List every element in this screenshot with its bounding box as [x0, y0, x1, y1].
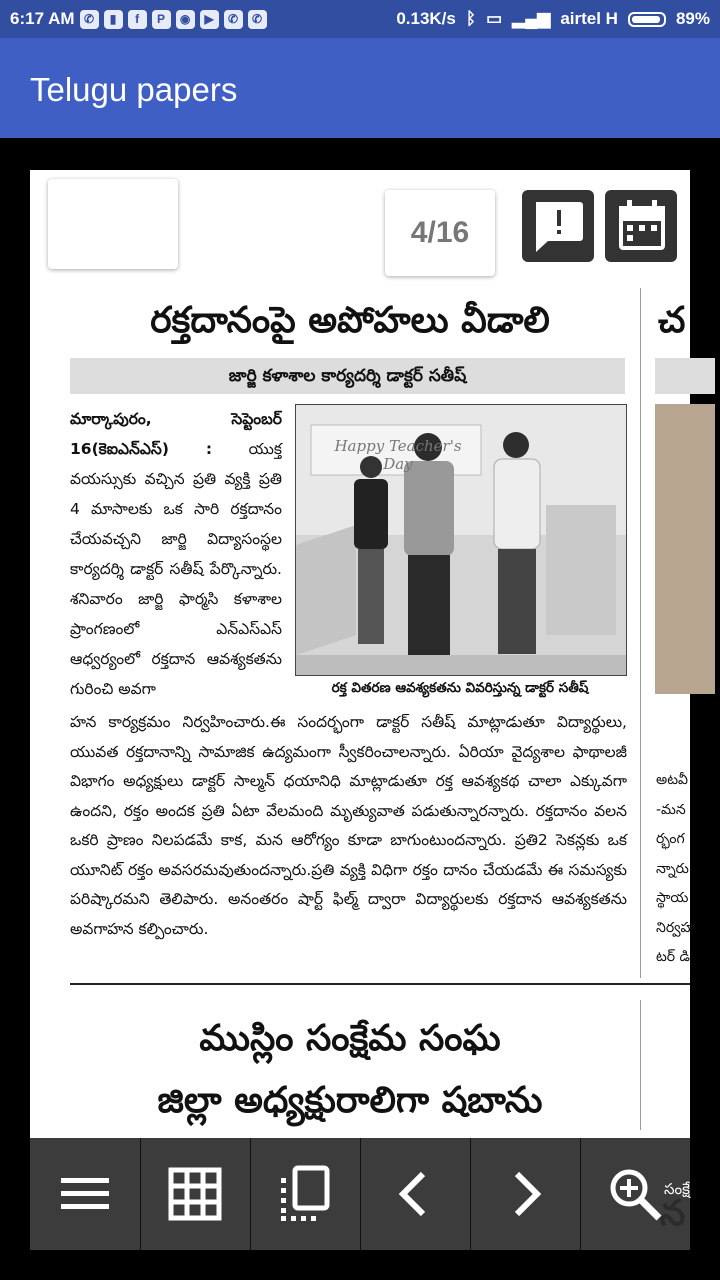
page-indicator[interactable]: 4/16	[385, 190, 495, 276]
app-bar	[0, 38, 720, 138]
adjacent-text-line: న్నారు	[656, 860, 689, 877]
column-divider-lower	[640, 1000, 641, 1130]
photo-caption: రక్త వితరణ ఆవశ్యకతను వివరిస్తున్న డాక్టర్ సతీష్	[331, 680, 589, 696]
article-body: హన కార్యక్రమం నిర్వహించారు.ఈ సందర్భంగా డాక్టర్ సతీష్ మాట్లాడుతూ విద్యార్థులు, యువత రక్తదానాన్ని సామాజిక ఉద్యమంగా స్వీకరించాలన్నారు. ఏరియా వైద్యశాల ఫాథాలజీ విభాగం అధ్యక్షులు డాక్టర్ సాల్మన్ ధయానిధి మాట్లాడుతూ రక్త ఆవశ్యకథ చాలా ఎక్కువగా ఉందని, రక్తం అందక ప్రతి ఏటా వేలమంది మృత్యువాత పడుతున్నారన్నారు. రక్తదానం వలన ఒకరి ప్రాణం నిలపడమే కాక, మన ఆరోగ్యం కూడా బాగుంటుందన్నారు. ప్రతి2 సెకన్లకు ఒక యూనిట్ రక్తం అవసరమవుతుందన్నారు.ప్రతి వ్యక్తి విధిగా రక్తం దానం చేయడమే ఈ సమస్యకు పరిష్కారమని తెలిపారు. అనంతరం షార్ట్ ఫిల్మ్ ద్వారా విద్యార్థులకు రక్తదాన ఆవశ్యకతను అవగాహన కల్పించారు.	[70, 713, 627, 938]
adjacent-text-line: అటవీ	[656, 772, 688, 788]
page-select-button[interactable]	[250, 1138, 360, 1250]
phone-icon: ✆	[248, 10, 267, 29]
facebook-icon: f	[128, 10, 147, 29]
youtube-icon: ▶	[200, 10, 219, 29]
adjacent-text-line: -మన	[656, 801, 686, 818]
article2-headline-line2: జిల్లా అధ్యక్షురాలిగా షబాను	[157, 1080, 543, 1121]
bluetooth-icon: ᛒ	[465, 9, 477, 28]
pinterest-icon: P	[152, 10, 171, 29]
status-time: 6:17 AM	[10, 9, 75, 28]
article-headline: రక్తదానంపై అపోహలు వీడాలి	[150, 300, 550, 341]
adjacent-subheadline	[655, 358, 715, 394]
adjacent-text	[656, 766, 696, 973]
carrier-name: airtel H	[560, 9, 618, 28]
page-select-icon	[275, 1164, 335, 1224]
zoom-in-icon	[605, 1164, 665, 1224]
network-speed: 0.13K/s	[396, 9, 456, 28]
column-divider	[640, 288, 641, 978]
newspaper-page[interactable]	[30, 170, 696, 1250]
photo-banner: Happy Teacher's Day	[334, 437, 462, 473]
viewer-top-bar	[30, 170, 690, 290]
next-page-button[interactable]	[470, 1138, 580, 1250]
next-page-icon	[495, 1164, 555, 1224]
menu-icon	[55, 1164, 115, 1224]
adjacent-text-line: ర్భంగ	[656, 831, 685, 847]
phone-icon: ✆	[80, 10, 99, 29]
signal-icon: ▂▄▆	[512, 9, 551, 28]
zoom-in-button[interactable]	[580, 1138, 690, 1250]
article-dateline: మార్కాపురం, సెప్టెంబర్ 16(కెఐఎన్ఎస్) :	[70, 410, 282, 458]
adjacent-text-line: నిర్వహ	[656, 919, 696, 936]
sim-icon: ▮	[104, 10, 123, 29]
vibrate-icon: ▭	[486, 9, 503, 28]
article-divider	[70, 983, 690, 985]
chrome-icon: ◉	[176, 10, 195, 29]
article-subheadline: జార్జి కళాశాల కార్యదర్శి డాక్టర్ సతీష్	[70, 358, 625, 394]
feedback-button[interactable]	[522, 190, 594, 262]
grid-view-icon	[165, 1164, 225, 1224]
adjacent-headline: చ	[658, 300, 686, 341]
adjacent-text-line: టర్ డి	[656, 949, 690, 965]
status-bar	[0, 0, 720, 38]
blank-button[interactable]	[48, 179, 178, 269]
battery-icon	[628, 12, 666, 27]
previous-page-button[interactable]	[360, 1138, 470, 1250]
app-title: Telugu papers	[30, 71, 238, 108]
previous-page-icon	[385, 1164, 445, 1224]
article2-headline	[70, 1008, 630, 1132]
article2-headline-line1: ముస్లిం సంక్షేమ సంఘ	[199, 1018, 501, 1059]
adjacent-text-line: స్థాయ	[656, 890, 689, 906]
calendar-button[interactable]	[605, 190, 677, 262]
grid-view-button[interactable]	[140, 1138, 250, 1250]
bottom-toolbar	[30, 1138, 690, 1250]
phone-icon: ✆	[224, 10, 243, 29]
article-photo	[295, 404, 627, 676]
adjacent-photo	[655, 404, 715, 694]
adjacent-caption-fragment: సంక్షే	[664, 1180, 690, 1198]
feedback-icon	[522, 190, 594, 262]
battery-level: 89%	[675, 9, 710, 28]
article-column-body: యుక్త వయస్సుకు వచ్చిన ప్రతి వ్యక్తి ప్రతి 4 మాసాలకు ఒక సారి రక్తదానం చేయవచ్చని జార్జి విద్యాసంస్థల కార్యదర్శి డాక్టర్ సతీష్ పేర్కొన్నారు. శనివారం జార్జి ఫార్మసి కళాశాల ప్రాంగణంలో ఎన్ఎస్ఎస్ ఆధ్వర్యంలో రక్తదాన ఆవశ్యకతను గురించి అవగా	[70, 440, 282, 698]
calendar-icon	[605, 190, 677, 262]
menu-button[interactable]	[30, 1138, 140, 1250]
adjacent-column	[650, 288, 696, 1188]
article-column-text	[70, 404, 282, 704]
